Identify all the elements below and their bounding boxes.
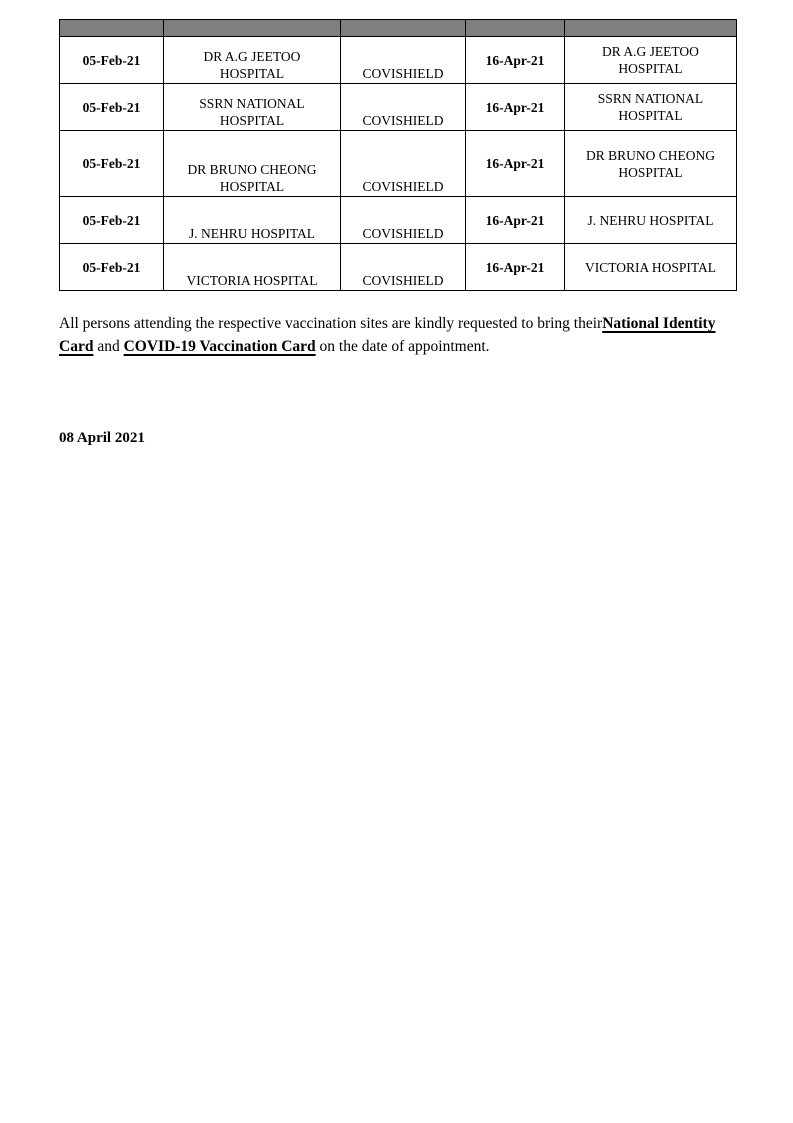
site-line-1: SSRN NATIONAL bbox=[199, 96, 305, 111]
second-dose-date: 16-Apr-21 bbox=[466, 131, 565, 197]
second-dose-site bbox=[565, 37, 737, 84]
second-dose-site bbox=[565, 84, 737, 131]
header-cell bbox=[341, 20, 466, 37]
site-line-2: HOSPITAL bbox=[219, 179, 285, 194]
vaccine-name: COVISHIELD bbox=[341, 197, 466, 244]
document-date: 08 April 2021 bbox=[59, 430, 145, 446]
notice-paragraph bbox=[59, 312, 739, 358]
table-row bbox=[60, 244, 737, 291]
site-line-2: HOSPITAL bbox=[219, 66, 285, 81]
vaccine-name: COVISHIELD bbox=[341, 131, 466, 197]
table-row bbox=[60, 37, 737, 84]
first-dose-site bbox=[164, 84, 341, 131]
second-dose-date: 16-Apr-21 bbox=[466, 84, 565, 131]
site-line-2: HOSPITAL bbox=[618, 61, 683, 76]
national-identity-card-text: National Identity Card bbox=[59, 315, 716, 355]
notice-outro: on the date of appointment. bbox=[319, 338, 490, 355]
site-line-2: HOSPITAL bbox=[618, 108, 683, 123]
site-line-2: HOSPITAL bbox=[219, 113, 285, 128]
header-cell bbox=[60, 20, 164, 37]
site-line-1: DR BRUNO CHEONG bbox=[187, 162, 317, 177]
site-line-1: DR BRUNO CHEONG bbox=[585, 147, 715, 163]
site-line-1: VICTORIA HOSPITAL bbox=[186, 273, 318, 288]
table-row bbox=[60, 197, 737, 244]
site-line-1: J. NEHRU HOSPITAL bbox=[188, 226, 316, 241]
notice-and: and bbox=[97, 338, 120, 355]
first-dose-date: 05-Feb-21 bbox=[60, 84, 164, 131]
header-cell bbox=[466, 20, 565, 37]
second-dose-date: 16-Apr-21 bbox=[466, 244, 565, 291]
second-dose-date: 16-Apr-21 bbox=[466, 37, 565, 84]
first-dose-site bbox=[164, 37, 341, 84]
notice-intro: All persons attending the respective vaccination sites are kindly requested to bring their bbox=[59, 315, 603, 332]
header-cell bbox=[565, 20, 737, 37]
table-header-row bbox=[60, 20, 737, 37]
site-line-1: DR A.G JEETOO bbox=[602, 44, 699, 59]
first-dose-date: 05-Feb-21 bbox=[60, 197, 164, 244]
second-dose-site bbox=[565, 131, 737, 197]
second-dose-site bbox=[565, 244, 737, 291]
second-dose-site bbox=[565, 197, 737, 244]
vaccine-name: COVISHIELD bbox=[341, 37, 466, 84]
table-row bbox=[60, 84, 737, 131]
first-dose-site bbox=[164, 197, 341, 244]
vaccination-schedule-table bbox=[59, 19, 737, 291]
table-row bbox=[60, 131, 737, 197]
vaccination-card-text: COVID-19 Vaccination Card bbox=[123, 338, 316, 355]
site-line-1: DR A.G JEETOO bbox=[203, 49, 301, 64]
first-dose-date: 05-Feb-21 bbox=[60, 131, 164, 197]
vaccine-name: COVISHIELD bbox=[341, 84, 466, 131]
vaccine-name: COVISHIELD bbox=[341, 244, 466, 291]
site-line-2: HOSPITAL bbox=[618, 164, 683, 180]
site-line-1: VICTORIA HOSPITAL bbox=[584, 259, 717, 275]
first-dose-date: 05-Feb-21 bbox=[60, 244, 164, 291]
site-line-1: SSRN NATIONAL bbox=[597, 91, 704, 106]
first-dose-site bbox=[164, 131, 341, 197]
second-dose-date: 16-Apr-21 bbox=[466, 197, 565, 244]
site-line-1: J. NEHRU HOSPITAL bbox=[587, 212, 714, 228]
first-dose-site bbox=[164, 244, 341, 291]
first-dose-date: 05-Feb-21 bbox=[60, 37, 164, 84]
header-cell bbox=[164, 20, 341, 37]
